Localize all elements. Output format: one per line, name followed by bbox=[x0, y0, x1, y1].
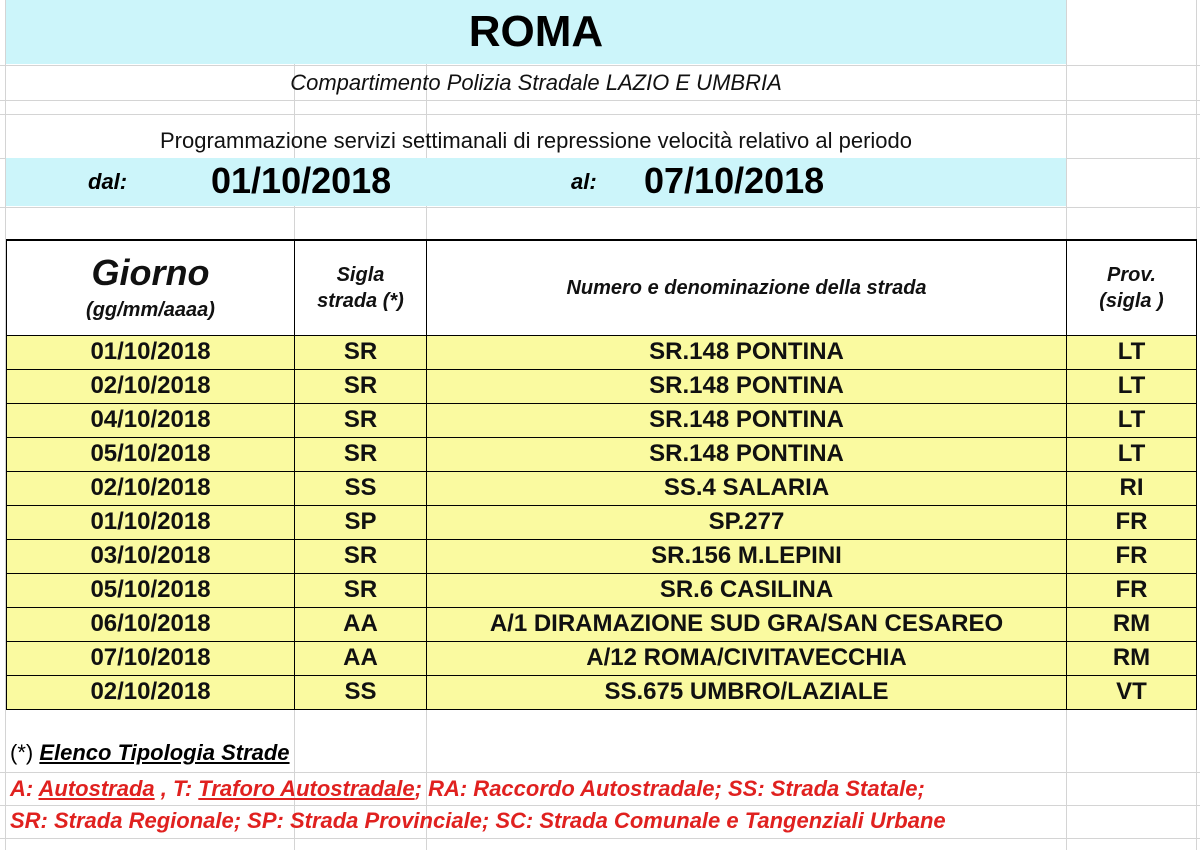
row-road-code: SS bbox=[295, 471, 427, 505]
row-road-name: SP.277 bbox=[427, 505, 1067, 539]
row-road-code: AA bbox=[295, 641, 427, 675]
header-day-format: (gg/mm/aaaa) bbox=[86, 298, 215, 321]
row-road-name: SS.4 SALARIA bbox=[427, 471, 1067, 505]
row-date: 06/10/2018 bbox=[7, 607, 295, 641]
header-province bbox=[1067, 240, 1197, 335]
program-description: Programmazione servizi settimanali di repressione velocità relativo al periodo bbox=[159, 128, 912, 153]
header-road-code-line1: Sigla bbox=[336, 263, 385, 286]
from-label: dal: bbox=[88, 169, 128, 194]
row-road-name: A/12 ROMA/CIVITAVECCHIA bbox=[427, 641, 1067, 675]
row-province: FR bbox=[1067, 573, 1197, 607]
row-date: 05/10/2018 bbox=[7, 437, 295, 471]
table-row bbox=[7, 437, 1197, 471]
header-day-title: Giorno bbox=[91, 251, 210, 293]
table-row bbox=[7, 539, 1197, 573]
gridline bbox=[0, 114, 1200, 115]
header-road-code bbox=[295, 240, 427, 335]
row-province: RM bbox=[1067, 641, 1197, 675]
row-province: VT bbox=[1067, 675, 1197, 709]
table-row bbox=[7, 573, 1197, 607]
legend-line1-rest: ; RA: Raccordo Autostradale; SS: Strada Statale; bbox=[414, 776, 925, 801]
legend-marker: (*) bbox=[10, 740, 34, 765]
gridline bbox=[0, 207, 1200, 208]
legend-sep: , bbox=[160, 776, 167, 801]
row-road-code: SR bbox=[295, 369, 427, 403]
to-label: al: bbox=[571, 169, 597, 194]
table-row bbox=[7, 335, 1197, 369]
row-road-code: AA bbox=[295, 607, 427, 641]
row-road-name: SR.6 CASILINA bbox=[427, 573, 1067, 607]
table-row bbox=[7, 369, 1197, 403]
legend-t-prefix: T: bbox=[173, 776, 193, 801]
row-date: 04/10/2018 bbox=[7, 403, 295, 437]
table-row bbox=[7, 607, 1197, 641]
row-province: LT bbox=[1067, 437, 1197, 471]
table-row bbox=[7, 505, 1197, 539]
row-province: LT bbox=[1067, 369, 1197, 403]
row-road-code: SR bbox=[295, 539, 427, 573]
to-date: 07/10/2018 bbox=[644, 160, 825, 201]
row-date: 01/10/2018 bbox=[7, 505, 295, 539]
gridline bbox=[0, 805, 1200, 806]
row-date: 05/10/2018 bbox=[7, 573, 295, 607]
legend-a-text: Autostrada bbox=[38, 776, 155, 801]
row-road-name: SR.156 M.LEPINI bbox=[427, 539, 1067, 573]
gridline bbox=[0, 100, 1200, 101]
row-road-code: SR bbox=[295, 403, 427, 437]
table-row bbox=[7, 403, 1197, 437]
department-subtitle: Compartimento Polizia Stradale LAZIO E UMBRIA bbox=[290, 70, 782, 95]
row-road-code: SP bbox=[295, 505, 427, 539]
row-date: 02/10/2018 bbox=[7, 675, 295, 709]
row-road-code: SR bbox=[295, 437, 427, 471]
gridline bbox=[0, 772, 1200, 773]
row-road-name: SR.148 PONTINA bbox=[427, 437, 1067, 471]
table-body bbox=[7, 335, 1197, 709]
table-header-row bbox=[7, 240, 1197, 335]
row-road-name: SR.148 PONTINA bbox=[427, 403, 1067, 437]
header-road-name-text: Numero e denominazione della strada bbox=[566, 276, 927, 299]
row-date: 02/10/2018 bbox=[7, 471, 295, 505]
legend-title-line bbox=[10, 740, 290, 766]
header-province-line1: Prov. bbox=[1107, 263, 1156, 286]
header-road-code-line2: strada (*) bbox=[317, 289, 404, 312]
legend-line-1 bbox=[10, 776, 925, 802]
row-province: RM bbox=[1067, 607, 1197, 641]
row-province: FR bbox=[1067, 505, 1197, 539]
legend-t-text: Traforo Autostradale bbox=[198, 776, 415, 801]
header-road-name bbox=[427, 240, 1067, 335]
city-title: ROMA bbox=[6, 0, 1066, 64]
row-date: 02/10/2018 bbox=[7, 369, 295, 403]
row-road-name: SR.148 PONTINA bbox=[427, 335, 1067, 369]
row-date: 07/10/2018 bbox=[7, 641, 295, 675]
row-road-code: SR bbox=[295, 573, 427, 607]
table-row bbox=[7, 641, 1197, 675]
table-row bbox=[7, 675, 1197, 709]
row-date: 01/10/2018 bbox=[7, 335, 295, 369]
row-province: RI bbox=[1067, 471, 1197, 505]
table-row bbox=[7, 471, 1197, 505]
row-date: 03/10/2018 bbox=[7, 539, 295, 573]
from-date: 01/10/2018 bbox=[211, 160, 392, 201]
header-province-line2: (sigla ) bbox=[1099, 289, 1164, 312]
row-road-code: SR bbox=[295, 335, 427, 369]
legend-a-prefix: A: bbox=[10, 776, 34, 801]
legend-line-2: SR: Strada Regionale; SP: Strada Provinciale; SC: Strada Comunale e Tangenziali Urbane bbox=[10, 808, 946, 833]
header-day bbox=[7, 240, 295, 335]
period-row bbox=[6, 158, 1066, 206]
schedule-table bbox=[6, 239, 1197, 710]
row-province: FR bbox=[1067, 539, 1197, 573]
row-province: LT bbox=[1067, 335, 1197, 369]
row-road-name: SR.148 PONTINA bbox=[427, 369, 1067, 403]
gridline bbox=[0, 838, 1200, 839]
row-province: LT bbox=[1067, 403, 1197, 437]
legend-title: Elenco Tipologia Strade bbox=[39, 740, 290, 765]
row-road-name: A/1 DIRAMAZIONE SUD GRA/SAN CESAREO bbox=[427, 607, 1067, 641]
row-road-name: SS.675 UMBRO/LAZIALE bbox=[427, 675, 1067, 709]
row-road-code: SS bbox=[295, 675, 427, 709]
